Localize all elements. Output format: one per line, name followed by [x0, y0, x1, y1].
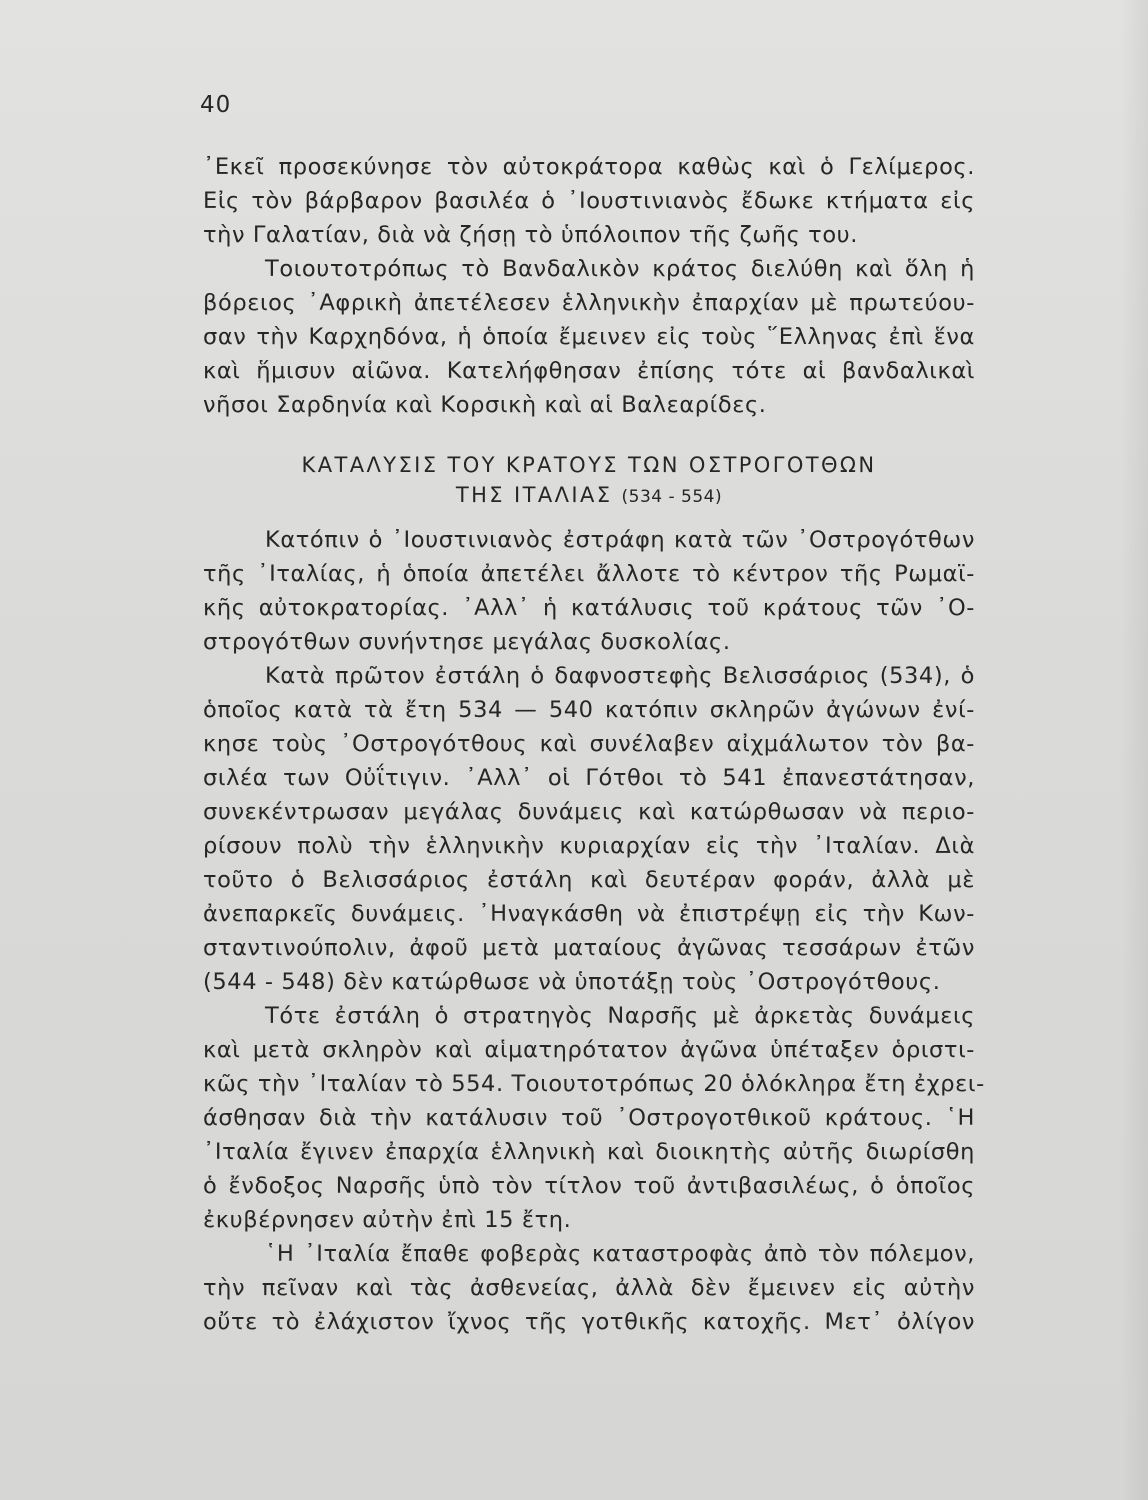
text-line: Κατόπιν ὁ ᾿Ιουστινιανὸς ἐστράφη κατὰ τῶν ᾿Οστρογότθων	[265, 527, 975, 553]
text-line: τῆς ᾿Ιταλίας, ἡ ὁποία ἀπετέλει ἄλλοτε τὸ κέντρον τῆς Ρωμαϊ-	[203, 561, 975, 587]
text-line: ᾿Εκεῖ προσεκύνησε τὸν αὐτοκράτορα καθὼς καὶ ὁ Γελίμερος.	[203, 154, 975, 180]
heading-line-2	[203, 480, 975, 510]
heading-title: ΤΗΣ ΙΤΑΛΙΑΣ	[455, 483, 613, 507]
text-line: συνεκέντρωσαν μεγάλας δυνάμεις καὶ κατώρθωσαν νὰ περιο-	[203, 799, 975, 825]
text-line: κῆς αὐτοκρατορίας. ᾿Αλλ᾿ ἡ κατάλυσις τοῦ κράτους τῶν ᾿Ο-	[203, 595, 975, 621]
text-line: ρίσουν πολὺ τὴν ἑλληνικὴν κυριαρχίαν εἰς τὴν ᾿Ιταλίαν. Διὰ	[203, 833, 975, 859]
text-line: τὴν Γαλατίαν, διὰ νὰ ζήσῃ τὸ ὑπόλοιπον τῆς ζωῆς του.	[203, 222, 859, 248]
text-line: Εἰς τὸν βάρβαρον βασιλέα ὁ ᾿Ιουστινιανὸς ἔδωκε κτήματα εἰς	[203, 188, 975, 214]
text-line: σιλέα των Οὐΐτιγιν. ᾿Αλλ᾿ οἱ Γότθοι τὸ 541 ἐπανεστάτησαν,	[203, 765, 975, 791]
page-edge-shadow	[1120, 0, 1148, 1500]
text-line: τοῦτο ὁ Βελισσάριος ἐστάλη καὶ δευτέραν φοράν, ἀλλὰ μὲ	[203, 867, 975, 893]
text-line: ὁποῖος κατὰ τὰ ἔτη 534 — 540 κατόπιν σκληρῶν ἀγώνων ἐνί-	[203, 697, 975, 723]
text-line: τὴν πεῖναν καὶ τὰς ἀσθενείας, ἀλλὰ δὲν ἔμεινεν εἰς αὐτὴν	[203, 1275, 975, 1301]
text-line: σταντινούπολιν, ἀφοῦ μετὰ ματαίους ἀγῶνας τεσσάρων ἐτῶν	[203, 935, 975, 961]
text-line: καὶ μετὰ σκληρὸν καὶ αἱματηρότατον ἀγῶνα ὑπέταξεν ὁριστι-	[203, 1037, 975, 1063]
text-line: Κατὰ πρῶτον ἐστάλη ὁ δαφνοστεφὴς Βελισσάριος (534), ὁ	[265, 663, 975, 689]
body-text-top	[203, 150, 975, 422]
text-line: ἀνεπαρκεῖς δυνάμεις. ᾿Ηναγκάσθη νὰ ἐπιστρέψῃ εἰς τὴν Κων-	[203, 901, 975, 927]
text-line: σαν τὴν Καρχηδόνα, ἡ ὁποία ἔμεινεν εἰς τοὺς ῞Ελληνας ἐπὶ ἕνα	[203, 324, 975, 350]
body-text-main	[203, 523, 985, 1339]
text-line: ᾿Ιταλία ἔγινεν ἐπαρχία ἑλληνικὴ καὶ διοικητὴς αὐτῆς διωρίσθη	[203, 1139, 975, 1165]
text-line: νῆσοι Σαρδηνία καὶ Κορσικὴ καὶ αἱ Βαλεαρίδες.	[203, 392, 767, 418]
text-line: άσθησαν διὰ τὴν κατάλυσιν τοῦ ᾿Οστρογοτθικοῦ κράτους. ῾Η	[203, 1105, 975, 1131]
text-line: κησε τοὺς ᾿Οστρογότθους καὶ συνέλαβεν αἰχμάλωτον τὸν βα-	[203, 731, 975, 757]
text-line: ῾Η ᾿Ιταλία ἔπαθε φοβερὰς καταστροφὰς ἀπὸ τὸν πόλεμον,	[265, 1241, 975, 1267]
text-line: (544 - 548) δὲν κατώρθωσε νὰ ὑποτάξῃ τοὺς ᾿Οστρογότθους.	[203, 969, 941, 995]
text-line: οὔτε τὸ ἐλάχιστον ἴχνος τῆς γοτθικῆς κατοχῆς. Μετ᾿ ὀλίγον	[203, 1309, 975, 1335]
text-line: κῶς τὴν ᾿Ιταλίαν τὸ 554. Τοιουτοτρόπως 20 ὁλόκληρα ἔτη ἐχρει-	[203, 1071, 985, 1097]
text-line: Τοιουτοτρόπως τὸ Βανδαλικὸν κράτος διελύθη καὶ ὅλη ἡ	[265, 256, 975, 282]
heading-line-1: ΚΑΤΑΛΥΣΙΣ ΤΟΥ ΚΡΑΤΟΥΣ ΤΩΝ ΟΣΤΡΟΓΟΤΘΩΝ	[301, 453, 877, 477]
text-line: καὶ ἥμισυν αἰῶνα. Κατελήφθησαν ἐπίσης τότε αἱ βανδαλικαὶ	[203, 358, 975, 384]
section-heading	[203, 450, 975, 510]
text-line: βόρειος ᾿Αφρικὴ ἀπετέλεσεν ἑλληνικὴν ἐπαρχίαν μὲ πρωτεύου-	[203, 290, 975, 316]
text-line: ἐκυβέρνησεν αὐτὴν ἐπὶ 15 ἔτη.	[203, 1207, 572, 1233]
page-number: 40	[200, 92, 232, 118]
text-line: στρογότθων συνήντησε μεγάλας δυσκολίας.	[203, 629, 731, 655]
text-line: Τότε ἐστάλη ὁ στρατηγὸς Ναρσῆς μὲ ἀρκετὰς δυνάμεις	[265, 1003, 975, 1029]
text-line: ὁ ἔνδοξος Ναρσῆς ὑπὸ τὸν τίτλον τοῦ ἀντιβασιλέως, ὁ ὁποῖος	[203, 1173, 975, 1199]
heading-years: (534 - 554)	[621, 487, 723, 507]
